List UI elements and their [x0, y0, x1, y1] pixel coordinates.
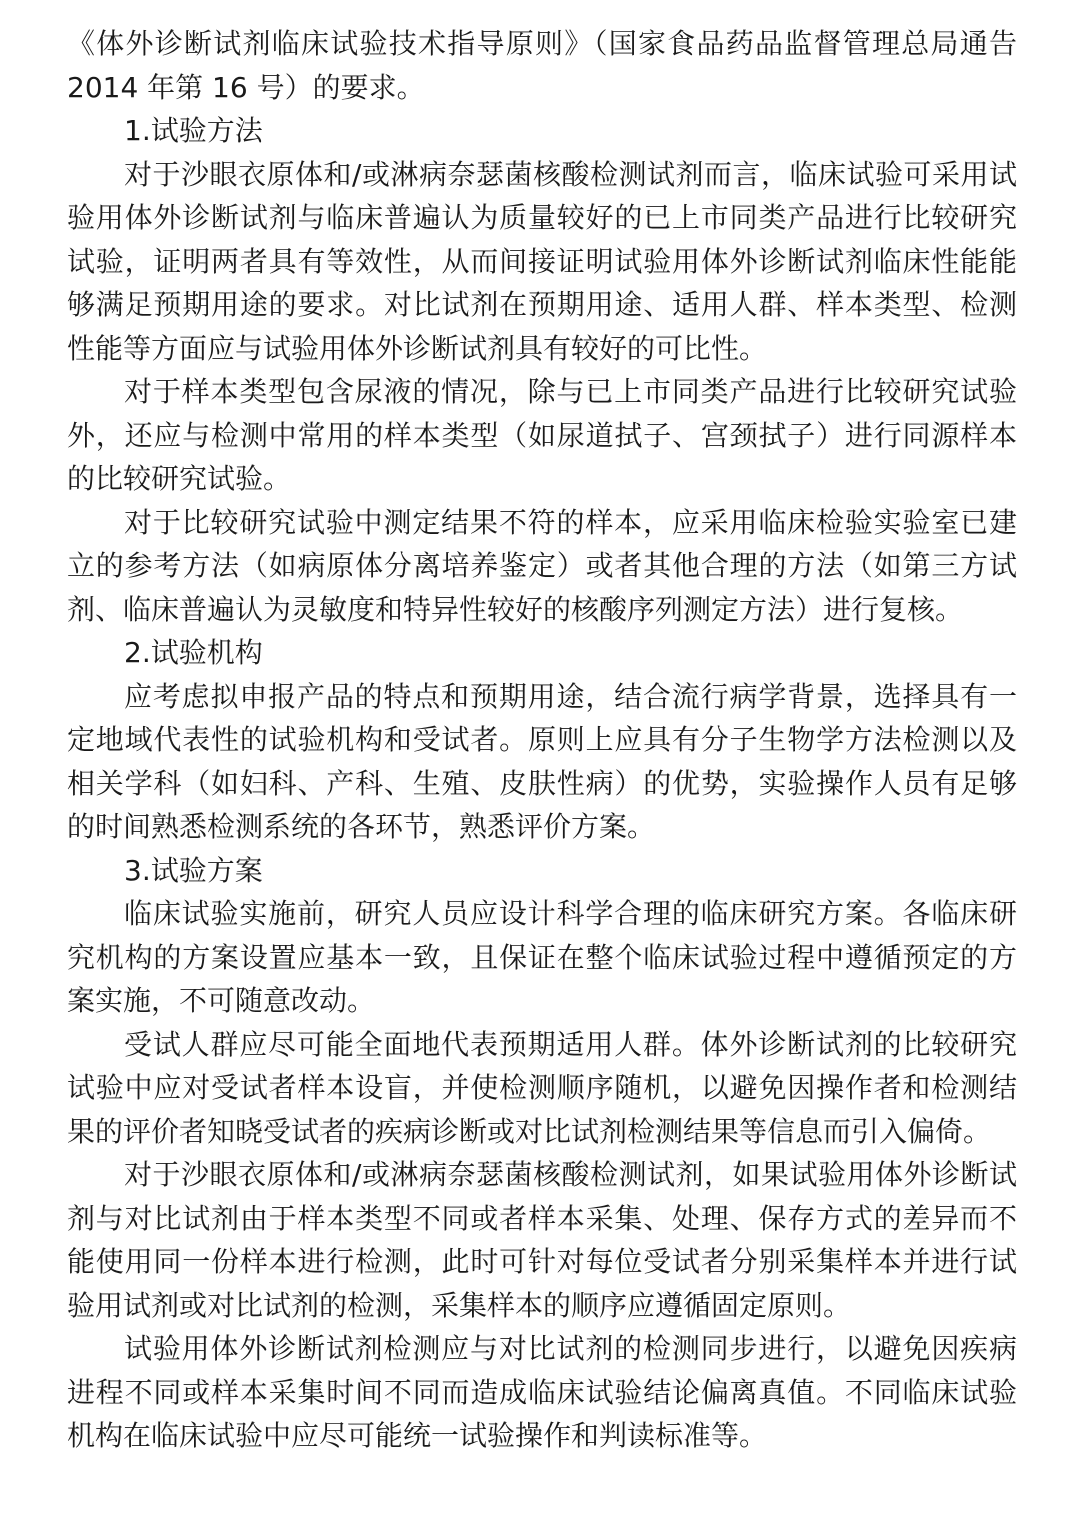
body-paragraph: 对于沙眼衣原体和/或淋病奈瑟菌核酸检测试剂，如果试验用体外诊断试剂与对比试剂由于样本类型不同或者样本采集、处理、保存方式的差异而不能使用同一份样本进行检测，此时可针对每位受试者分别采集样本并进行试验用试剂或对比试剂的检测，采集样本的顺序应遵循固定原则。 [67, 1158, 1017, 1322]
section-heading-test-protocol: 3.试验方案 [124, 853, 263, 887]
section-heading-test-institution: 2.试验机构 [124, 636, 263, 669]
body-paragraph: 对于比较研究试验中测定结果不符的样本，应采用临床检验实验室已建立的参考方法（如病原体分离培养鉴定）或者其他合理的方法（如第三方试剂、临床普遍认为灵敏度和特异性较好的核酸序列测定方法）进行复核。 [67, 505, 1017, 626]
body-paragraph: 试验用体外诊断试剂检测应与对比试剂的检测同步进行，以避免因疾病进程不同或样本采集时间不同而造成临床试验结论偏离真值。不同临床试验机构在临床试验中应尽可能统一试验操作和判读标准等。 [67, 1332, 1017, 1452]
document-page [67, 22, 1017, 1458]
body-paragraph: 对于沙眼衣原体和/或淋病奈瑟菌核酸检测试剂而言，临床试验可采用试验用体外诊断试剂与临床普遍认为质量较好的已上市同类产品进行比较研究试验，证明两者具有等效性，从而间接证明试验用体外诊断试剂临床性能能够满足预期用途的要求。对比试剂在预期用途、适用人群、样本类型、检测性能等方面应与试验用体外诊断试剂具有较好的可比性。 [67, 157, 1017, 365]
intro-paragraph: 《体外诊断试剂临床试验技术指导原则》（国家食品药品监督管理总局通告2014 年第 16 号）的要求。 [67, 27, 1017, 104]
body-paragraph: 应考虑拟申报产品的特点和预期用途，结合流行病学背景，选择具有一定地域代表性的试验机构和受试者。原则上应具有分子生物学方法检测以及相关学科（如妇科、产科、生殖、皮肤性病）的优势，实验操作人员有足够的时间熟悉检测系统的各环节，熟悉评价方案。 [67, 679, 1017, 843]
body-paragraph: 临床试验实施前，研究人员应设计科学合理的临床研究方案。各临床研究机构的方案设置应基本一致，且保证在整个临床试验过程中遵循预定的方案实施，不可随意改动。 [67, 897, 1017, 1017]
body-paragraph: 受试人群应尽可能全面地代表预期适用人群。体外诊断试剂的比较研究试验中应对受试者样本设盲，并使检测顺序随机，以避免因操作者和检测结果的评价者知晓受试者的疾病诊断或对比试剂检测结果等信息而引入偏倚。 [67, 1027, 1017, 1148]
body-paragraph: 对于样本类型包含尿液的情况，除与已上市同类产品进行比较研究试验外，还应与检测中常用的样本类型（如尿道拭子、宫颈拭子）进行同源样本的比较研究试验。 [67, 375, 1017, 495]
section-heading-test-method: 1.试验方法 [124, 114, 263, 147]
